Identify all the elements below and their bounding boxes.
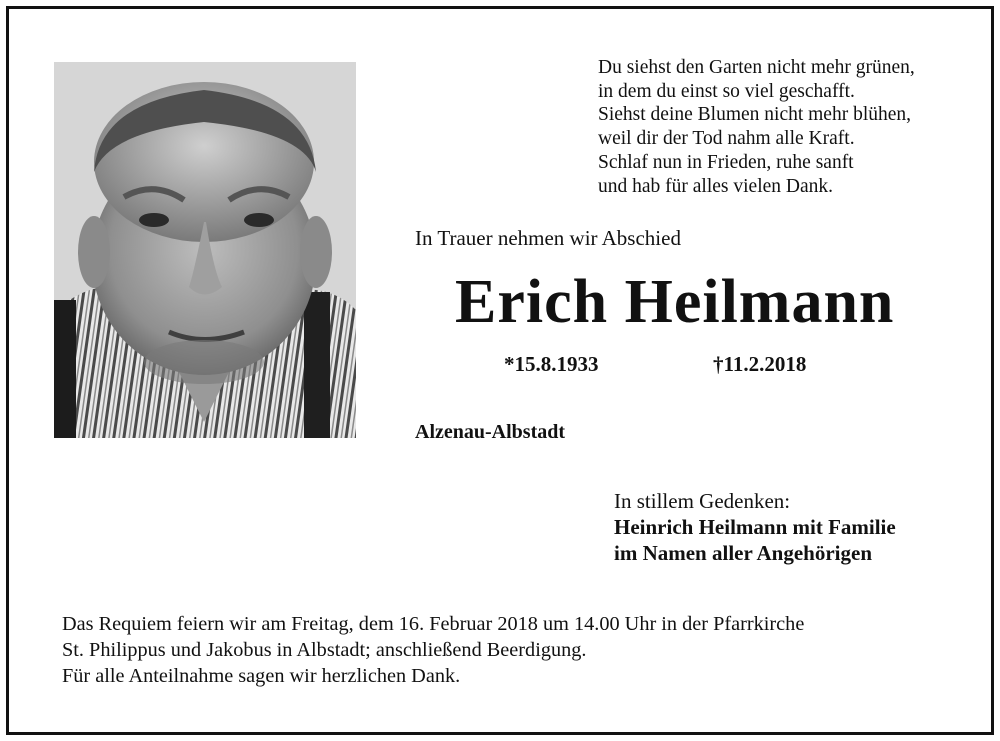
- relatives-line: im Namen aller Angehörigen: [614, 541, 873, 565]
- poem-line: und hab für alles vielen Dank.: [598, 175, 834, 197]
- service-line: St. Philippus und Jakobus in Albstadt; anschließend Beerdigung.: [62, 639, 587, 661]
- thanks-line: Für alle Anteilnahme sagen wir herzlichen Dank.: [62, 665, 461, 687]
- service-details: [62, 611, 804, 689]
- poem-line: Du siehst den Garten nicht mehr grünen,: [598, 57, 915, 78]
- poem-line: Schlaf nun in Frieden, ruhe sanft: [598, 151, 854, 173]
- family-name: Heinrich Heilmann mit Familie: [614, 515, 896, 539]
- death-date: †11.2.2018: [713, 352, 807, 376]
- memorial-signature: [614, 488, 896, 566]
- poem: [598, 56, 915, 198]
- mourning-intro: In Trauer nehmen wir Abschied: [415, 226, 681, 250]
- birth-date: *15.8.1933: [504, 352, 599, 376]
- poem-line: in dem du einst so viel geschafft.: [598, 80, 855, 102]
- poem-line: weil dir der Tod nahm alle Kraft.: [598, 128, 855, 150]
- service-line: Das Requiem feiern wir am Freitag, dem 16. Februar 2018 um 14.00 Uhr in der Pfarrkirche: [62, 613, 805, 635]
- poem-line: Siehst deine Blumen nicht mehr blühen,: [598, 104, 912, 126]
- memorial-heading: In stillem Gedenken:: [614, 489, 791, 513]
- deceased-name: Erich Heilmann: [455, 268, 895, 336]
- portrait-photo: [54, 62, 356, 438]
- hometown: Alzenau-Albstadt: [415, 421, 566, 443]
